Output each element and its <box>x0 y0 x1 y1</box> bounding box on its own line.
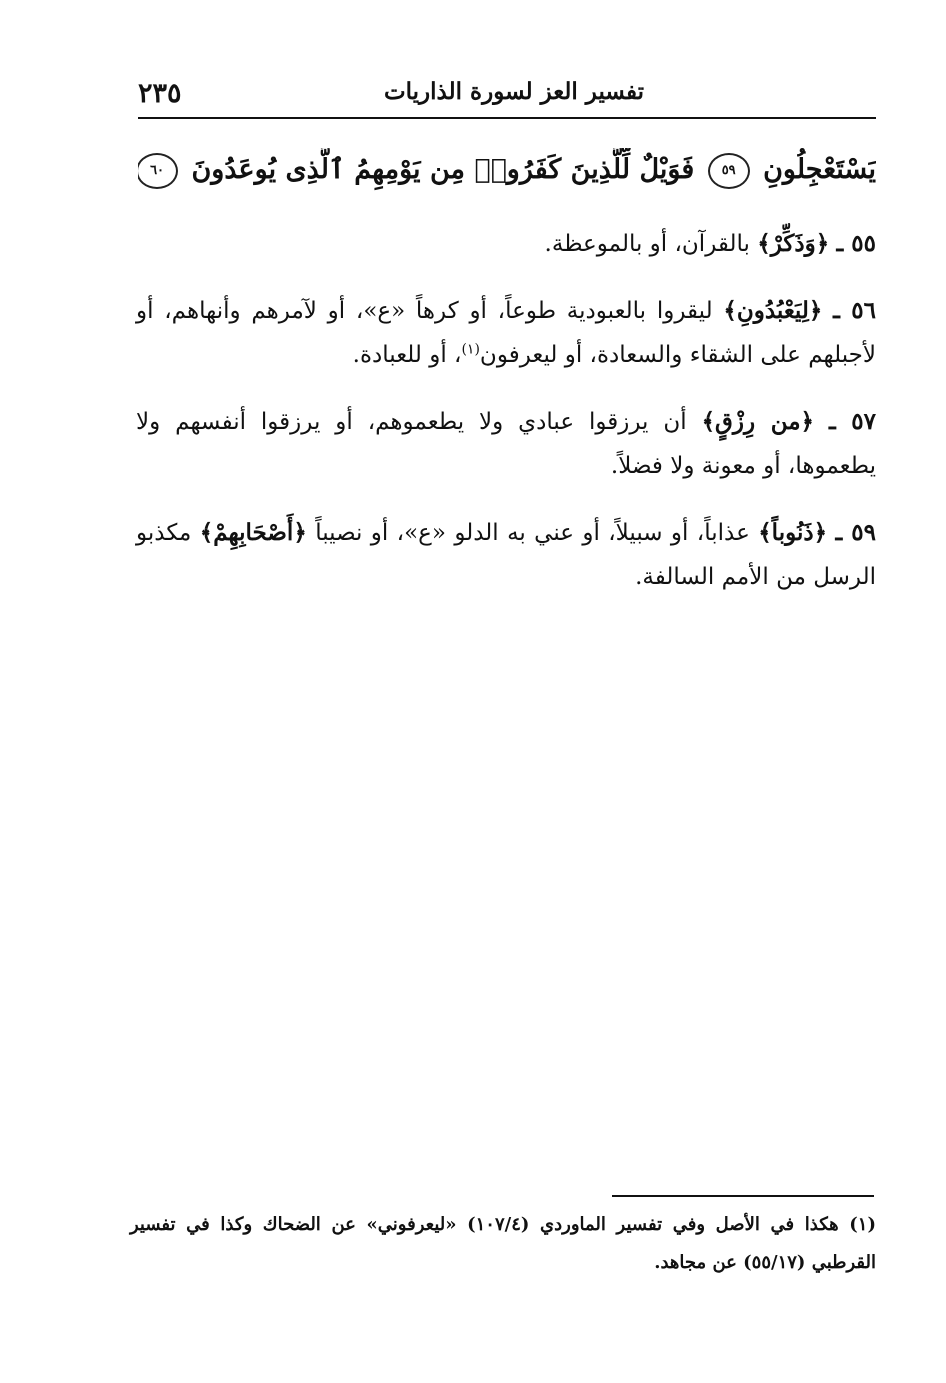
quranic-word: ﴿ذَنُوباً﴾ <box>758 519 828 546</box>
entry-55 <box>136 222 876 266</box>
verse-marker-59: ٥٩ <box>708 153 750 189</box>
entry-text: ليقروا بالعبودية طوعاً، أو كرهاً «ع»، أو لآمرهم وأنهاهم، أو لأجبلهم على الشقاء والسعادة، أو ليعرفون <box>136 298 876 368</box>
header-rule <box>138 117 876 119</box>
page-number: ٢٣٥ <box>138 78 182 109</box>
quranic-word: ﴿من رِزْقٍ﴾ <box>701 408 815 435</box>
entry-text: بالقرآن، أو بالموعظة. <box>544 231 750 257</box>
footnote: (١) هكذا في الأصل وفي تفسير الماوردي (١٠٧/٤) «ليعرفوني» عن الضحاك وكذا في تفسير القرطبي (٥٥/١٧) عن مجاهد. <box>130 1214 876 1273</box>
entry-text-after: ، أو للعبادة. <box>352 342 462 368</box>
entry-number: ٥٧ ـ <box>828 408 877 435</box>
quranic-word: ﴿لِيَعْبُدُونِ﴾ <box>723 297 823 324</box>
entry-56 <box>136 289 876 377</box>
quranic-word: ﴿وَذَكِّرْ﴾ <box>757 230 830 257</box>
footnote-rule <box>612 1195 874 1197</box>
entry-text: أن يرزقوا عبادي ولا يطعموهم، أو يرزقوا أنفسهم ولا يطعموها، أو معونة ولا فضلاً. <box>136 409 876 479</box>
footnote-reference[interactable]: (١) <box>461 341 480 358</box>
quranic-word-2: ﴿أَصْحَابِهِمْ﴾ <box>199 519 307 546</box>
page-header <box>138 78 876 118</box>
entry-59 <box>136 511 876 599</box>
entry-text-2: مكذبو الرسل من الأمم السالفة. <box>136 520 876 590</box>
entry-number: ٥٦ ـ <box>833 297 877 324</box>
quran-verse-line <box>138 148 876 192</box>
verse-text-after: فَوَيْلٌ لِّلَّذِينَ كَفَرُوا۟ مِن يَوْمِهِمُ ٱلَّذِى يُوعَدُونَ <box>191 154 695 185</box>
running-title: تفسير العز لسورة الذاريات <box>384 78 644 105</box>
verse-marker-60: ٦٠ <box>138 153 178 189</box>
entry-number: ٥٥ ـ <box>836 230 876 257</box>
verse-text-before: يَسْتَعْجِلُونِ <box>763 154 876 185</box>
entry-57 <box>136 400 876 488</box>
commentary-entries <box>136 222 876 608</box>
entry-text: عذاباً، أو سبيلاً، أو عني به الدلو «ع»، أو نصيباً <box>315 520 750 546</box>
entry-number: ٥٩ ـ <box>835 519 876 546</box>
